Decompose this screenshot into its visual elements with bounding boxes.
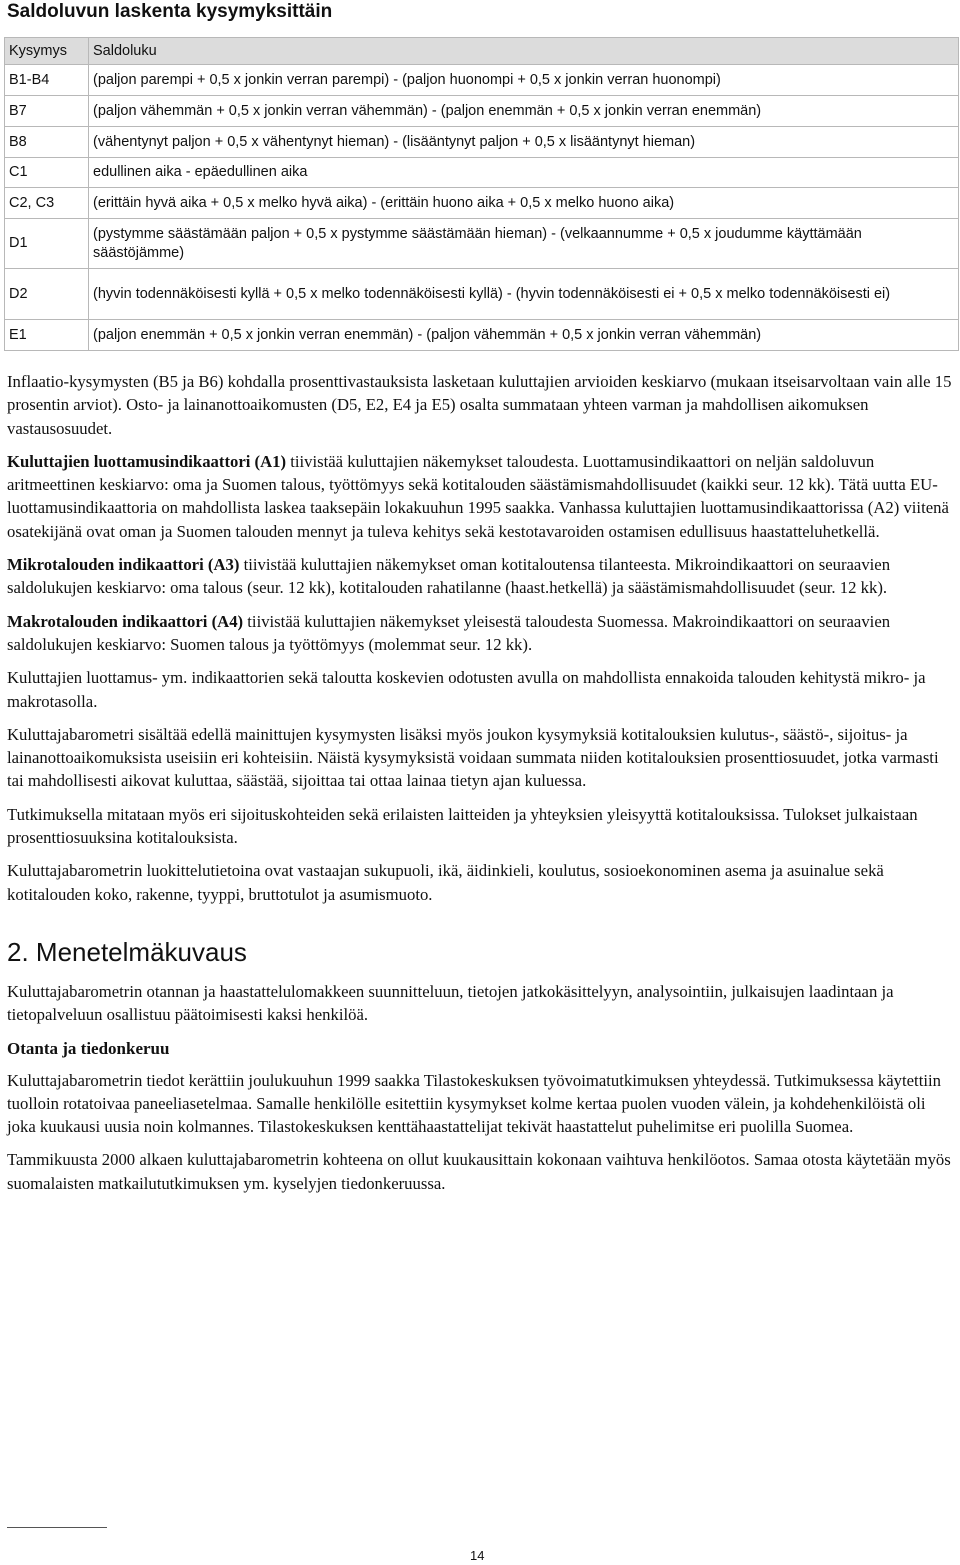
table-row [5, 219, 959, 269]
term-a3: Mikrotalouden indikaattori (A3) [7, 555, 240, 575]
section-heading-methods: 2. Menetelmäkuvaus [7, 936, 247, 967]
term-a1: Kuluttajien luottamusindikaattori (A1) [7, 451, 287, 471]
row-formula: edullinen aika - epäedullinen aika [89, 158, 959, 188]
saldo-table [4, 37, 959, 351]
table-row [5, 65, 959, 96]
row-formula: (paljon enemmän + 0,5 x jonkin verran enemmän) - (paljon vähemmän + 0,5 x jonkin verran vähemmän) [89, 320, 959, 351]
row-formula: (erittäin hyvä aika + 0,5 x melko hyvä aika) - (erittäin huono aika + 0,5 x melko huono aika) [89, 188, 959, 219]
row-formula: (paljon vähemmän + 0,5 x jonkin verran vähemmän) - (paljon enemmän + 0,5 x jonkin verran enemmän) [89, 96, 959, 127]
row-formula: (hyvin todennäköisesti kyllä + 0,5 x melko todennäköisesti kyllä) - (hyvin todennäköisesti ei + 0,5 x melko todennäköisesti ei) [89, 269, 959, 320]
paragraph-data-collection: Kuluttajabarometrin tiedot kerättiin joulukuuhun 1999 saakka Tilastokeskuksen työvoimatutkimuksen yhteydessä. Tutkimuksessa käytettiin tuolloin rotatoivaa paneeliasetelmaa. Samalle henkilölle esitettiin kysymykset kolme kertaa puolen vuoden välein, ja kohdehenkilöistä oli joka kuukausi uusia noin kolmannes. Tilastokeskuksen kenttähaastattelijat tekivät haastattelut puhelimitse eri puolilla Suomea. [7, 1070, 941, 1137]
row-question: D1 [5, 219, 89, 269]
paragraph-text: tiivistää kuluttajien näkemykset taloudesta. Luottamusindikaattori on neljän saldoluvun aritmeettinen keskiarvo: oma ja Suomen talous, työttömyys sekä kotitalouden säästämismahdollisuudet (kaikki seur. 12 kk). Tätä uutta EU-luottamusindikaattoria on mahdollista laskea taaksepäin lokakuuhun 1995 saakka. Vanhassa kuluttajien luottamusindikaattorissa (A2) viitenä osatekijänä ovat oman ja Suomen talouden mennyt ja tuleva kehitys sekä kestotavaroiden ostamisen edullisuus haastatteluhetkellä. [7, 451, 949, 541]
row-question: C1 [5, 158, 89, 188]
row-question: B8 [5, 127, 89, 158]
paragraph-inflation: Inflaatio-kysymysten (B5 ja B6) kohdalla prosenttivastauksista lasketaan kuluttajien arvioiden keskiarvo (mukaan itseisarvoltaan vain alle 15 prosentin arviot). Osto- ja lainanottoaikomusten (D5, E2, E4 ja E5) osalta summataan yhteen varman ja mahdollisen aikomuksen vastausosuudet. [7, 372, 952, 438]
row-question: B7 [5, 96, 89, 127]
table-header-row [5, 38, 959, 65]
table-row [5, 96, 959, 127]
row-formula: (paljon parempi + 0,5 x jonkin verran parempi) - (paljon huonompi + 0,5 x jonkin verran huonompi) [89, 65, 959, 96]
table-row [5, 188, 959, 219]
header-kysymys: Kysymys [5, 38, 89, 65]
paragraph-confidence-indicator [7, 450, 957, 543]
table-row [5, 269, 959, 320]
row-formula: (vähentynyt paljon + 0,5 x vähentynyt hieman) - (lisääntynyt paljon + 0,5 x lisääntynyt hieman) [89, 127, 959, 158]
paragraph-forecast: Kuluttajien luottamus- ym. indikaattorien sekä taloutta koskevien odotusten avulla on mahdollista ennakoida talouden kehitystä mikro- ja makrotasolla. [7, 668, 926, 711]
row-question: C2, C3 [5, 188, 89, 219]
table-row [5, 320, 959, 351]
row-question: E1 [5, 320, 89, 351]
paragraph-sample-change: Tammikuusta 2000 alkaen kuluttajabarometrin kohteena on ollut kuukausittain kokonaan vaihtuva henkilöotos. Samaa otosta käytetään myös suomalaisten matkailututkimuksen ym. kyselyjen tiedonkeruussa. [7, 1150, 951, 1193]
paragraph-intentions: Kuluttajabarometri sisältää edellä mainittujen kysymysten lisäksi myös joukon kysymyksiä kotitalouksien kulutus-, säästö-, sijoitus- ja lainanottoaikomuksista useisiin eri kohteisiin. Näistä kysymyksistä voidaan summata niiden kotitalouksien prosenttiosuudet, jotka varmasti tai mahdollisesti aikovat kuluttaa, säästää, sijoittaa tai ottaa lainaa tietyn ajan kuluessa. [7, 724, 939, 791]
page-number: 14 [470, 1548, 485, 1563]
row-formula: (pystymme säästämään paljon + 0,5 x pystymme säästämään hieman) - (velkaannumme + 0,5 x joudumme käyttämään säästöjämme) [89, 219, 959, 269]
row-question: B1-B4 [5, 65, 89, 96]
body-text [7, 370, 957, 1205]
header-saldoluku: Saldoluku [89, 38, 959, 65]
paragraph-text: tiivistää kuluttajien näkemykset oman kotitaloutensa tilanteesta. Mikroindikaattori on seuraavien saldolukujen keskiarvo: oma talous (seur. 12 kk), kotitalouden rahatilanne (haast.hetkellä) ja säästämismahdollisuudet (seur. 12 kk). [7, 555, 891, 598]
paragraph-macro-indicator [7, 610, 957, 657]
table-row [5, 158, 959, 188]
table-row [5, 127, 959, 158]
paragraph-classification: Kuluttajabarometrin luokittelutietoina ovat vastaajan sukupuoli, ikä, äidinkieli, koulutus, sosioekonominen asema ja asuinalue sekä kotitalouden koko, rakenne, tyyppi, bruttotulot ja asumismuoto. [7, 861, 884, 904]
paragraph-micro-indicator [7, 553, 957, 600]
page-title: Saldoluvun laskenta kysymyksittäin [7, 1, 333, 22]
paragraph-prevalence: Tutkimuksella mitataan myös eri sijoituskohteiden sekä erilaisten laitteiden ja yhteyksien yleisyyttä kotitalouksissa. Tulokset julkaistaan prosenttiosuuksina kotitalouksista. [7, 804, 918, 848]
footer-divider [7, 1527, 107, 1528]
subheading-sampling: Otanta ja tiedonkeruu [7, 1038, 170, 1058]
term-a4: Makrotalouden indikaattori (A4) [7, 611, 244, 631]
row-question: D2 [5, 269, 89, 320]
paragraph-text: tiivistää kuluttajien näkemykset yleisestä taloudesta Suomessa. Makroindikaattori on seuraavien saldolukujen keskiarvo: Suomen talous ja työttömyys (molemmat seur. 12 kk). [7, 611, 891, 654]
paragraph-staff: Kuluttajabarometrin otannan ja haastattelulomakkeen suunnitteluun, tietojen jatkokäsittelyyn, analysointiin, julkaisujen laadintaan ja tietopalveluun osallistuu päätoimisesti kaksi henkilöä. [7, 981, 894, 1025]
